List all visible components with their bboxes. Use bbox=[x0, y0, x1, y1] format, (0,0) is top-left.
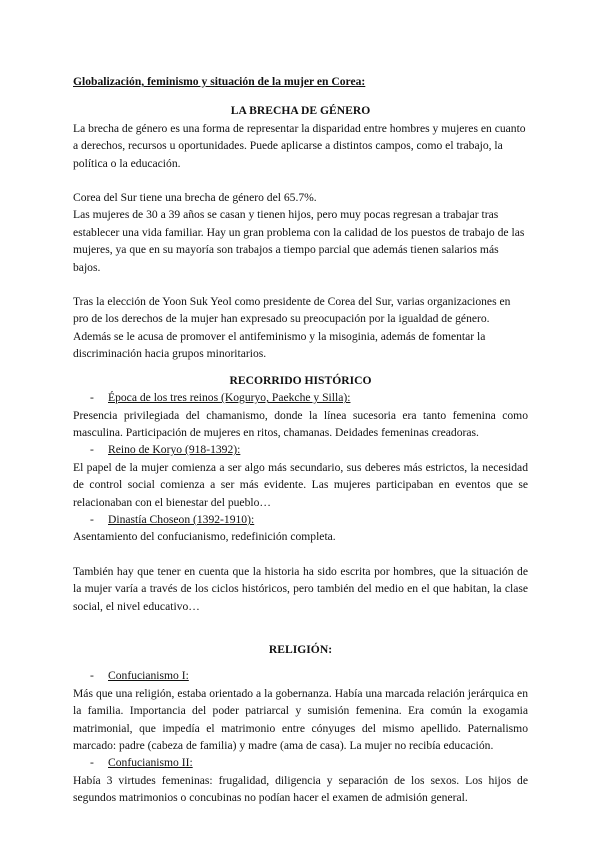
paragraph-tres-reinos: Presencia privilegiada del chamanismo, donde la línea sucesoria era tanto femenina como masculina. Participación de mujeres en ritos, chamanas. Deidades femeninas creadoras. bbox=[73, 408, 528, 439]
bullet-label: Reino de Koryo (918-1392): bbox=[108, 443, 241, 457]
bullet-dash: - bbox=[90, 512, 94, 526]
section-heading-religion: RELIGIÓN: bbox=[268, 642, 333, 656]
bullet-dash: - bbox=[90, 756, 94, 770]
bullet-label: Confucianismo II: bbox=[108, 756, 193, 770]
paragraph-brecha-eleccion: Tras la elección de Yoon Suk Yeol como presidente de Corea del Sur, varias organizaciones en pro de los derechos de la mujer han expresado su preocupación por la igualdad de género. Además se le acusa de promover el antifeminismo y la misoginia, además de fomentar la discriminación hacia grupos minoritarios. bbox=[73, 295, 511, 361]
bullet-label: Época de los tres reinos (Koguryo, Paekche y Silla): bbox=[108, 391, 351, 405]
paragraph-koryo: El papel de la mujer comienza a ser algo más secundario, sus deberes más estrictos, la necesidad de control social comienza a ser más evidente. Las mujeres participaban en eventos que se relacionaban con el bienestar del pueblo… bbox=[73, 460, 528, 509]
bullet-label: Confucianismo I: bbox=[108, 669, 189, 683]
bullet-tres-reinos bbox=[73, 389, 528, 406]
bullet-dash: - bbox=[90, 391, 94, 405]
bullet-confucianismo-2 bbox=[73, 754, 528, 771]
bullet-choseon bbox=[73, 511, 528, 528]
paragraph-confucianismo-2: Había 3 virtudes femeninas: frugalidad, diligencia y separación de los sexos. Los hijos de segundos matrimonios o concubinas no podían hacer el examen de admisión general. bbox=[73, 773, 528, 805]
paragraph-brecha-trabajo: Las mujeres de 30 a 39 años se casan y tienen hijos, pero muy pocas regresan a trabajar tras establecer una vida familiar. Hay un gran problema con la calidad de los puestos de trabajo de las mujeres, ya que en su mayoría son trabajos a tiempo parcial que además tienen salarios más bajos. bbox=[73, 208, 525, 274]
bullet-confucianismo-1 bbox=[73, 667, 528, 684]
document-title: Globalización, feminismo y situación de la mujer en Corea: bbox=[73, 75, 366, 88]
bullet-koryo bbox=[73, 441, 528, 458]
paragraph-nota-historia: También hay que tener en cuenta que la historia ha sido escrita por hombres, que la situación de la mujer varía a través de los ciclos históricos, pero también del medio en el que habitan, la clase social, el nivel educativo… bbox=[73, 564, 528, 613]
paragraph-confucianismo-1: Más que una religión, estaba orientado a la gobernanza. Había una marcada relación jerárquica en la familia. Importancia del poder patriarcal y sumisión femenina. Era común la exogamia matrimonial, que impedía el matrimonio entre cónyuges del mismo apellido. Paternalismo marcado: padre (cabeza de familia) y madre (ama de casa). La mujer no recibía educación. bbox=[73, 686, 528, 752]
paragraph-brecha-porcentaje: Corea del Sur tiene una brecha de género del 65.7%. bbox=[73, 191, 317, 205]
paragraph-brecha-definicion: La brecha de género es una forma de representar la disparidad entre hombres y mujeres en cuanto a derechos, recursos u oportunidades. Puede aplicarse a distintos campos, como el trabajo, la política o la educación. bbox=[73, 121, 526, 170]
bullet-dash: - bbox=[90, 443, 94, 457]
bullet-dash: - bbox=[90, 669, 94, 683]
bullet-label: Dinastía Choseon (1392-1910): bbox=[108, 512, 255, 526]
document-body bbox=[73, 73, 528, 807]
section-heading-recorrido: RECORRIDO HISTÓRICO bbox=[229, 373, 372, 387]
paragraph-choseon: Asentamiento del confucianismo, redefinición completa. bbox=[73, 530, 336, 544]
section-heading-brecha: LA BRECHA DE GÉNERO bbox=[230, 104, 371, 118]
